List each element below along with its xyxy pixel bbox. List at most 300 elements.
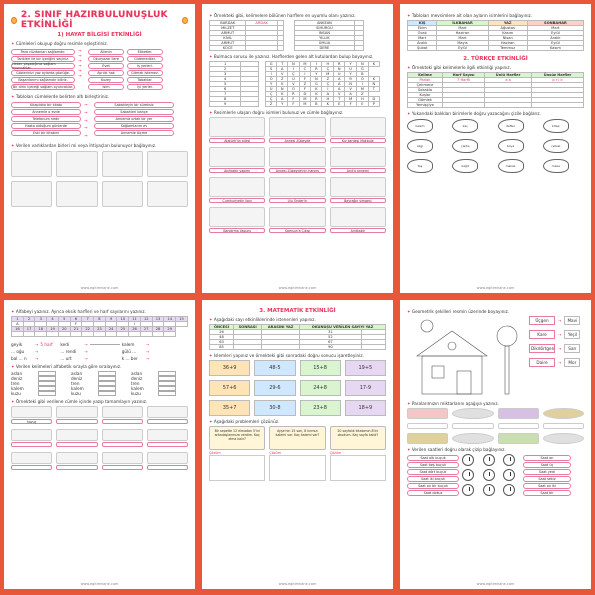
- fish-card[interactable]: kaç: [452, 119, 478, 133]
- writing-line[interactable]: [56, 465, 97, 470]
- page-6: [400, 300, 591, 589]
- time-label[interactable]: Saat on bir buçuk: [407, 483, 459, 489]
- operation-card[interactable]: 24+8: [300, 380, 341, 396]
- month-cell[interactable]: Ağustos: [488, 26, 527, 31]
- puzzle-cell[interactable]: A: [334, 87, 345, 92]
- puzzle-cell[interactable]: F: [345, 102, 357, 107]
- fish-card[interactable]: cetvel: [543, 139, 569, 153]
- puzzle-cell[interactable]: İ: [299, 72, 311, 77]
- fish-card[interactable]: çanta: [452, 139, 478, 153]
- fish-card[interactable]: kalem: [407, 119, 433, 133]
- match-pill: Ayrılık hak: [88, 70, 124, 76]
- month-cell[interactable]: Mayıs: [437, 41, 488, 46]
- solution-box[interactable]: [209, 455, 265, 481]
- operation-card[interactable]: 57+6: [209, 380, 250, 396]
- puzzle-cell[interactable]: İ: [322, 87, 334, 92]
- letter-cell[interactable]: [70, 332, 82, 337]
- time-label[interactable]: Saat yedi: [523, 469, 571, 475]
- number-cell: 2: [23, 317, 35, 322]
- column-header: Harf Sayısı: [442, 73, 484, 78]
- shape-name: Kare: [529, 330, 555, 339]
- puzzle-cell[interactable]: M: [357, 87, 369, 92]
- operation-card[interactable]: 30-8: [254, 400, 295, 416]
- puzzle-cell[interactable]: B: [311, 102, 322, 107]
- puzzle-cell[interactable]: T: [368, 87, 379, 92]
- number-cell: 23: [94, 327, 106, 332]
- carrot-image: [11, 406, 52, 418]
- puzzle-cell[interactable]: O: [357, 77, 369, 82]
- writing-line[interactable]: [56, 442, 97, 447]
- puzzle-cell[interactable]: A: [345, 92, 357, 97]
- puzzle-cell[interactable]: N: [345, 82, 357, 87]
- letter-cell[interactable]: [23, 332, 35, 337]
- answer-cell[interactable]: [532, 103, 584, 108]
- month-cell[interactable]: Mart: [408, 36, 437, 41]
- puzzle-cell[interactable]: N: [334, 67, 345, 72]
- puzzle-cell[interactable]: Y: [266, 82, 277, 87]
- footer: www.egitimhane.com: [476, 582, 515, 586]
- puzzle-cell[interactable]: Y: [345, 72, 357, 77]
- match-pill: Gidemediler.: [127, 56, 163, 62]
- puzzle-cell[interactable]: A: [334, 77, 345, 82]
- number-cell: 28: [152, 327, 164, 332]
- puzzle-cell[interactable]: U: [334, 72, 345, 77]
- puzzle-cell[interactable]: N: [368, 82, 379, 87]
- puzzle-cell[interactable]: R: [311, 97, 322, 102]
- puzzle-cell[interactable]: N: [311, 77, 322, 82]
- puzzle-cell[interactable]: G: [311, 82, 322, 87]
- answer-line[interactable]: [452, 423, 493, 429]
- puzzle-cell[interactable]: D: [299, 92, 311, 97]
- puzzle-cell[interactable]: V: [277, 72, 288, 77]
- fish-card[interactable]: masa: [543, 159, 569, 173]
- puzzle-cell[interactable]: R: [311, 67, 322, 72]
- puzzle-cell[interactable]: V: [334, 92, 345, 97]
- match-pill: Sağlamlarım ev: [94, 123, 174, 129]
- time-label[interactable]: Saat dokuz: [407, 490, 459, 496]
- table-cell[interactable]: [277, 46, 283, 51]
- clock-icon: [483, 484, 495, 496]
- puzzle-cell[interactable]: K: [368, 77, 379, 82]
- puzzle-cell[interactable]: Ü: [266, 87, 277, 92]
- number-cell: 18: [35, 327, 47, 332]
- puzzle-cell[interactable]: F: [299, 77, 311, 82]
- word-cell: Sokakla: [408, 88, 443, 93]
- matching-block: Para cüzdanları sağlamdır. Tarikleri ile bir içeriğini seçiniz. Heber yaşadığınız sağlam oyuncaklar. Gözlerinizi yaz aylarda gözlüğe. Başarılarımı sağlamdır biliriz. Bir dirin içeceği sağlam oyuncaklar. → → → → → → Ailenin Okuryazar ilere Evet Ayrılık hak Kuzey İsim Etiketler. Gidemediler. İş yerleri. Gitmek istemez. Tabaklar. İyi yerler.: [11, 48, 188, 91]
- time-label[interactable]: Saat on: [523, 455, 571, 461]
- answer-box[interactable]: [98, 391, 116, 396]
- row-number: 4: [210, 77, 241, 82]
- letter-cell[interactable]: F: [70, 322, 82, 327]
- letter-cell[interactable]: A: [12, 322, 24, 327]
- puzzle-cell[interactable]: Z: [322, 77, 334, 82]
- puzzle-cell[interactable]: R: [334, 62, 345, 67]
- time-label[interactable]: Saat sekiz: [523, 476, 571, 482]
- letter-cell[interactable]: [152, 332, 164, 337]
- word: deniz: [11, 376, 23, 381]
- puzzle-cell[interactable]: A: [277, 97, 288, 102]
- puzzle-cell[interactable]: V: [288, 82, 299, 87]
- month-cell[interactable]: Temmuz: [488, 46, 527, 51]
- sentence-pill: Para cüzdanları sağlamdır.: [11, 49, 75, 55]
- shapes-block: [407, 316, 584, 398]
- fish-card[interactable]: defter: [498, 119, 524, 133]
- solution-label: Çözüm: [209, 451, 221, 455]
- page-2: [202, 4, 393, 293]
- month-cell[interactable]: Kasım: [527, 46, 583, 51]
- operation-card[interactable]: 48-5: [254, 360, 295, 376]
- table-cell: KİVİL: [210, 36, 246, 41]
- puzzle-cell[interactable]: N: [288, 62, 299, 67]
- table-cell: İNSAN: [295, 31, 355, 36]
- month-cell[interactable]: Şubat: [408, 46, 437, 51]
- puzzle-cell[interactable]: S: [266, 67, 277, 72]
- list-item: [131, 391, 188, 396]
- time-label[interactable]: Saat dört buçuk: [407, 469, 459, 475]
- answer-cell[interactable]: [442, 103, 484, 108]
- row-number: 6: [210, 87, 241, 92]
- answer-cell[interactable]: 7 Harfli: [442, 78, 484, 83]
- number-cell: 3: [35, 317, 47, 322]
- puzzle-cell[interactable]: U: [288, 77, 299, 82]
- month-cell[interactable]: Eylül: [527, 41, 583, 46]
- puzzle-cell[interactable]: U: [345, 67, 357, 72]
- number-cell: 20: [58, 327, 70, 332]
- time-label[interactable]: Saat bir: [523, 490, 571, 496]
- list-item: [71, 391, 128, 396]
- puzzle-cell[interactable]: M: [345, 97, 357, 102]
- number-cell: 85: [210, 345, 234, 350]
- writing-cell: [56, 406, 97, 424]
- operation-card[interactable]: 36+9: [209, 360, 250, 376]
- month-cell[interactable]: Ekim: [408, 26, 437, 31]
- frog-image: [102, 429, 143, 441]
- caption: Cumhuriyetin ilanı: [209, 198, 265, 203]
- word: kuzu: [131, 391, 141, 396]
- clock-icon: [462, 484, 474, 496]
- month-cell[interactable]: Eylül: [527, 31, 583, 36]
- operation-card[interactable]: 18+9: [345, 400, 386, 416]
- question-2: ✦ Islemleri yapınız ve örnekteki gibi sonradaki doğru sonucu işaretleyiniz.: [209, 353, 364, 358]
- puzzle-cell[interactable]: H: [357, 97, 369, 102]
- operation-card[interactable]: 23+8: [300, 400, 341, 416]
- puzzle-cell[interactable]: R: [345, 77, 357, 82]
- time-label[interactable]: Saat on iki: [523, 483, 571, 489]
- writing-line[interactable]: [147, 442, 188, 447]
- puzzle-cell[interactable]: Ç: [266, 97, 277, 102]
- writing-line[interactable]: [56, 419, 97, 424]
- letter-cell[interactable]: [58, 332, 70, 337]
- puzzle-cell[interactable]: Y: [277, 102, 288, 107]
- puzzle-cell[interactable]: Y: [345, 62, 357, 67]
- number-cell: 8: [94, 317, 106, 322]
- caption: Anıt'a annemi: [330, 168, 386, 173]
- color-name: Sarı: [564, 344, 580, 353]
- question-1: ✦ Örnekteki gibi, kelimelere bölünen harflere en uyumlu olanı yazınız.: [209, 13, 356, 18]
- puzzle-cell[interactable]: Z: [357, 92, 369, 97]
- month-cell[interactable]: Aralık: [408, 41, 437, 46]
- number-cell: 19: [47, 327, 59, 332]
- writing-line[interactable]: [147, 465, 188, 470]
- puzzle-cell[interactable]: İ: [288, 67, 299, 72]
- caption: Kız kardeşi Makbule: [330, 138, 386, 143]
- word-cell: Yemişçiye: [408, 103, 443, 108]
- puzzle-cell[interactable]: V: [345, 87, 357, 92]
- puzzle-cell[interactable]: K: [277, 82, 288, 87]
- fish-card[interactable]: silgi: [407, 139, 433, 153]
- question-1: ✦ Cümleleri okuyup doğru resimle eşleştiriniz.: [11, 41, 108, 46]
- number-cell: 11: [129, 317, 141, 322]
- sweater-image: [11, 151, 52, 177]
- puzzle-cell[interactable]: H: [322, 97, 334, 102]
- puzzle-cell[interactable]: G: [266, 62, 277, 67]
- puzzle-cell[interactable]: T: [334, 97, 345, 102]
- puzzle-cell[interactable]: Ç: [266, 92, 277, 97]
- number-cell: 12: [140, 317, 152, 322]
- letter-cell[interactable]: [94, 332, 106, 337]
- table-cell: MİLZET: [210, 26, 246, 31]
- puzzle-cell[interactable]: F: [299, 87, 311, 92]
- puzzle-cell[interactable]: B: [357, 72, 369, 77]
- writing-cell: [56, 452, 97, 470]
- puzzle-cell[interactable]: M: [299, 102, 311, 107]
- fish-card[interactable]: taş: [407, 159, 433, 173]
- puzzle-cell[interactable]: K: [322, 102, 334, 107]
- writing-line[interactable]: [11, 442, 52, 447]
- time-label[interactable]: Saat beş buçuk: [407, 462, 459, 468]
- letter-cell[interactable]: [129, 332, 141, 337]
- picture-card: [209, 177, 265, 203]
- picture-card: [269, 147, 325, 173]
- answer-cell[interactable]: [361, 345, 385, 350]
- image-grid: [11, 151, 188, 207]
- question-2: ✦ Bulmaca sorusu ile yazınız. Harflerden gelen alt kutulardan bulup boyayınız.: [209, 54, 374, 59]
- puzzle-cell[interactable]: K: [368, 62, 379, 67]
- color-name: Mavi: [564, 316, 580, 325]
- time-label[interactable]: Saat altı buçuk: [407, 455, 459, 461]
- letter-cell[interactable]: [12, 332, 24, 337]
- answer-box[interactable]: [158, 391, 176, 396]
- puzzle-cell[interactable]: Ç: [322, 67, 334, 72]
- puzzle-cell[interactable]: Ö: [266, 77, 277, 82]
- fish-grid: [407, 119, 584, 173]
- answer-cell[interactable]: [241, 102, 259, 107]
- month-cell[interactable]: Eylül: [437, 46, 488, 51]
- banknote-image: [498, 433, 539, 444]
- letter-cell[interactable]: [35, 332, 47, 337]
- number-cell: 15: [176, 317, 188, 322]
- writing-line[interactable]: [11, 465, 52, 470]
- shape-row: [529, 330, 584, 339]
- sample-word: havuç: [11, 419, 52, 424]
- puzzle-cell[interactable]: N: [357, 62, 369, 67]
- caption: Ulu Önder'in: [269, 198, 325, 203]
- puzzle-cell[interactable]: Y: [311, 72, 322, 77]
- word: kalem: [71, 386, 84, 391]
- month-cell[interactable]: Aralık: [527, 36, 583, 41]
- number-cell[interactable]: 31: [300, 330, 362, 335]
- table-cell[interactable]: ARDAK: [246, 21, 277, 26]
- puzzle-cell[interactable]: H: [322, 62, 334, 67]
- letter-cell[interactable]: [176, 322, 188, 327]
- clock-icon: [503, 484, 515, 496]
- clock-icon: [503, 454, 515, 466]
- letter-cell[interactable]: I: [129, 322, 141, 327]
- puzzle-cell[interactable]: E: [334, 102, 345, 107]
- puzzle-cell[interactable]: Z: [266, 102, 277, 107]
- word-puzzle: [265, 61, 380, 107]
- number-cell[interactable]: [234, 345, 262, 350]
- month-cell[interactable]: Kasım: [488, 31, 527, 36]
- letter-cell[interactable]: [140, 332, 152, 337]
- puzzle-cell[interactable]: R: [288, 92, 299, 97]
- arrow-icon: →: [558, 332, 562, 337]
- puzzle-cell[interactable]: Z: [299, 82, 311, 87]
- month-cell[interactable]: Nisan: [488, 36, 527, 41]
- month-cell[interactable]: Mart: [527, 26, 583, 31]
- bicycle-image: [102, 181, 143, 207]
- season-header: SONBAHAR: [527, 21, 583, 26]
- puzzle-cell[interactable]: P: [368, 102, 379, 107]
- writing-line[interactable]: [102, 465, 143, 470]
- puzzle-cell[interactable]: İ: [357, 82, 369, 87]
- portrait-image: [269, 117, 325, 137]
- puzzle-cell[interactable]: Z: [277, 77, 288, 82]
- operation-card[interactable]: 15+8: [300, 360, 341, 376]
- fish-card[interactable]: kitap: [543, 119, 569, 133]
- time-label[interactable]: Saat üç: [523, 462, 571, 468]
- operation-card[interactable]: 17-9: [345, 380, 386, 396]
- writing-line[interactable]: [102, 442, 143, 447]
- answer-cell[interactable]: [485, 103, 532, 108]
- scene-image: [269, 177, 325, 197]
- puzzle-cell[interactable]: İ: [266, 72, 277, 77]
- puzzle-cell[interactable]: K: [311, 87, 322, 92]
- question-1: ✦ Alfabeyi yazınız. Ayrıca eksik harfleri ve harf sayılarını yazınız.: [11, 309, 146, 314]
- puzzle-cell[interactable]: A: [322, 92, 334, 97]
- month-cell[interactable]: Haziran: [488, 41, 527, 46]
- answer-cell[interactable]: [354, 46, 363, 51]
- letter-cell[interactable]: [164, 332, 176, 337]
- puzzle-cell[interactable]: F: [288, 102, 299, 107]
- puzzle-row: [266, 102, 380, 107]
- operation-card[interactable]: 29-6: [254, 380, 295, 396]
- match-pill: Sabahleyin bir süreksiz: [94, 102, 174, 108]
- caption: Samsun'a Çıkışı: [269, 228, 325, 233]
- operation-card[interactable]: 19+5: [345, 360, 386, 376]
- sentence-pill: Bir dirin içeceği sağlam oyuncaklar.: [12, 85, 74, 89]
- month-cell[interactable]: Mart: [437, 36, 488, 41]
- month-cell[interactable]: Mart: [437, 26, 488, 31]
- answer-cell[interactable]: p r l k: [532, 78, 584, 83]
- month-cell[interactable]: Ocak: [408, 31, 437, 36]
- puzzle-cell[interactable]: A: [334, 82, 345, 87]
- table-row: [295, 46, 364, 51]
- puzzle-cell[interactable]: K: [311, 92, 322, 97]
- puzzle-cell[interactable]: D: [368, 97, 379, 102]
- word: aslan: [71, 371, 83, 376]
- operation-card[interactable]: 35+7: [209, 400, 250, 416]
- puzzle-cell[interactable]: İ: [311, 62, 322, 67]
- picture-card: [269, 117, 325, 143]
- table-cell[interactable]: [246, 46, 277, 51]
- answer-line[interactable]: [407, 423, 448, 429]
- letter-cell[interactable]: [105, 332, 117, 337]
- puzzle-cell[interactable]: K: [277, 92, 288, 97]
- letter-cell[interactable]: [117, 332, 129, 337]
- puzzle-cell[interactable]: F: [288, 97, 299, 102]
- puzzle-cell[interactable]: N: [277, 87, 288, 92]
- letter-cell[interactable]: [47, 332, 59, 337]
- shape-name: Daire: [529, 358, 555, 367]
- puzzle-cell[interactable]: M: [299, 62, 311, 67]
- number-cell[interactable]: 67: [300, 340, 362, 345]
- word-table: [209, 20, 284, 51]
- writing-line[interactable]: [102, 419, 143, 424]
- month-cell[interactable]: Haziran: [437, 31, 488, 36]
- problem-card: [209, 426, 265, 481]
- bottle-image: [56, 452, 97, 464]
- letter-cell[interactable]: [82, 332, 94, 337]
- number-cell[interactable]: 90: [300, 345, 362, 350]
- answer-line[interactable]: [543, 423, 584, 429]
- number-cell: 29: [164, 327, 176, 332]
- puzzle-cell[interactable]: Ğ: [357, 67, 369, 72]
- puzzle-cell[interactable]: Ç: [288, 72, 299, 77]
- caption: Annesi Zübeyde'nin hanımı: [269, 168, 325, 173]
- puzzle-block: [209, 61, 386, 107]
- puzzle-cell[interactable]: E: [357, 102, 369, 107]
- number-cell[interactable]: 52: [300, 335, 362, 340]
- number-cell: 48: [210, 335, 234, 340]
- fish-card[interactable]: makas: [498, 159, 524, 173]
- number-cell: 4: [47, 317, 59, 322]
- puzzle-cell[interactable]: M: [322, 72, 334, 77]
- writing-line[interactable]: [147, 419, 188, 424]
- coin-image: [543, 408, 584, 419]
- section-title: 3. MATEMATİK ETKİNLİĞİ: [259, 308, 336, 314]
- word: aslan: [11, 371, 23, 376]
- puzzle-cell[interactable]: T: [277, 62, 288, 67]
- fish-card[interactable]: kağıt: [452, 159, 478, 173]
- puzzle-cell[interactable]: M: [299, 97, 311, 102]
- spoon-image: [56, 429, 97, 441]
- answer-line[interactable]: [498, 423, 539, 429]
- water-image: [56, 151, 97, 177]
- writing-cell: [147, 452, 188, 470]
- match-pill: İyi yerler.: [127, 84, 163, 90]
- puzzle-cell[interactable]: Ç: [322, 82, 334, 87]
- fish-card[interactable]: boya: [498, 139, 524, 153]
- match-pill: Okuryazar ilere: [88, 56, 124, 62]
- problem-text: Ayşe'nin 15 sarı, 8 kırmızı kalemi var. Kaç kalemi var?: [269, 426, 325, 450]
- sentence-pill: Başarılarımı sağlamdır biliriz.: [11, 77, 75, 83]
- number-cell: 17: [23, 327, 35, 332]
- shape-row: [529, 316, 584, 325]
- word: deniz: [131, 376, 143, 381]
- word: tren: [71, 381, 80, 386]
- solution-box[interactable]: [269, 455, 325, 481]
- answer-box[interactable]: [38, 391, 56, 396]
- answer-cell[interactable]: a a: [485, 78, 532, 83]
- puzzle-cell[interactable]: A: [277, 67, 288, 72]
- puzzle-cell[interactable]: O: [288, 87, 299, 92]
- money-grid: [407, 408, 584, 444]
- puzzle-cell[interactable]: C: [299, 67, 311, 72]
- solution-box[interactable]: [330, 455, 386, 481]
- word: kalem: [131, 386, 144, 391]
- time-label[interactable]: Saat iki buçuk: [407, 476, 459, 482]
